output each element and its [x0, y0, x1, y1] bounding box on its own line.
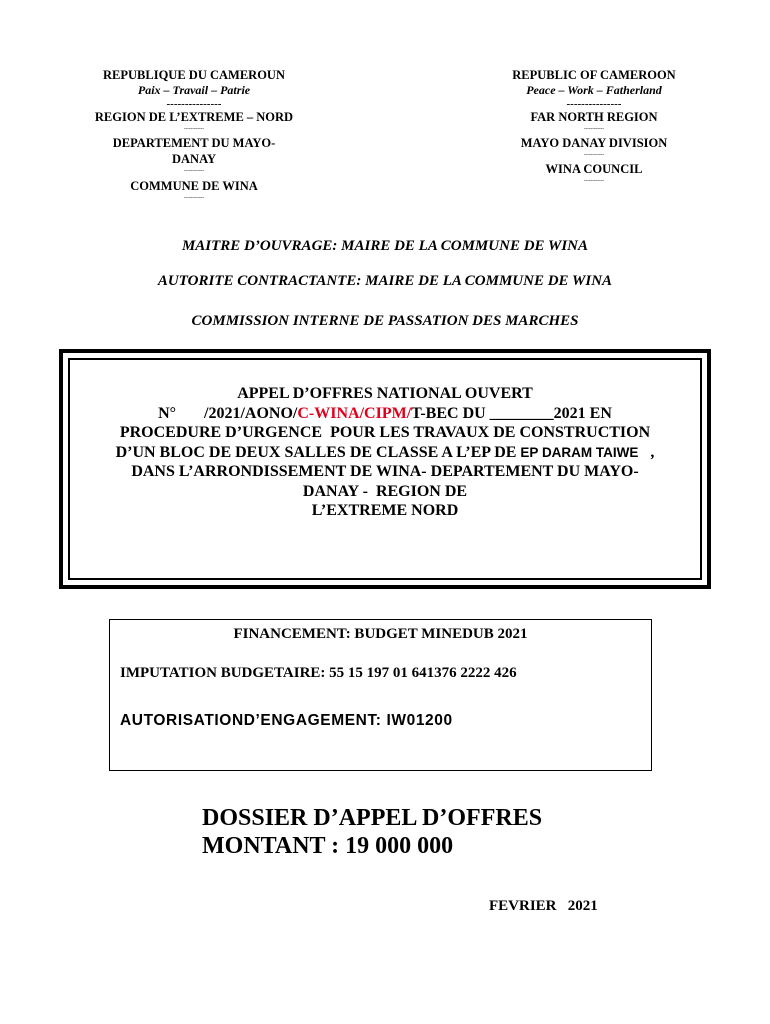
title-line5: DANS L’ARRONDISSEMENT DE WINA- DEPARTEMENT DU MAYO-	[131, 463, 639, 480]
title-block	[70, 384, 700, 521]
title-number-red: C-WINA/CIPM/	[297, 404, 412, 422]
title-frame	[59, 349, 711, 589]
title-frame-inner	[68, 358, 702, 580]
separator: ------------	[584, 127, 604, 132]
motto-fr: Paix – Travail – Patrie	[137, 83, 251, 97]
separator: ------------	[584, 153, 604, 158]
region-en: FAR NORTH REGION	[530, 110, 658, 124]
autorisation: AUTORISATIOND’ENGAGEMENT: IW01200	[120, 712, 453, 729]
montant: MONTANT : 19 000 000	[202, 833, 454, 859]
region-fr: REGION DE L’EXTREME – NORD	[94, 110, 294, 124]
document-date: FEVRIER 2021	[489, 898, 598, 914]
title-line4c: ,	[638, 443, 655, 461]
financement: FINANCEMENT: BUDGET MINEDUB 2021	[233, 626, 528, 642]
dossier-title: DOSSIER D’APPEL D’OFFRES	[202, 805, 543, 831]
separator: ------------	[184, 169, 204, 174]
title-line3: PROCEDURE D’URGENCE POUR LES TRAVAUX DE CONSTRUCTION	[119, 424, 651, 441]
title-line1: APPEL D’OFFRES NATIONAL OUVERT	[237, 385, 533, 402]
separator: ------------	[184, 127, 204, 132]
separator: ---------------	[166, 98, 222, 110]
autorite-contractante: AUTORITE CONTRACTANTE: MAIRE DE LA COMMUNE DE WINA	[157, 273, 613, 289]
country-fr: REPUBLIQUE DU CAMEROUN	[103, 68, 285, 82]
imputation: IMPUTATION BUDGETAIRE: 55 15 197 01 641376 2222 426	[120, 665, 517, 681]
title-line6: DANAY - REGION DE	[302, 482, 468, 500]
title-number-suffix: T-BEC DU ________2021 EN	[411, 404, 612, 422]
title-line7: L’EXTREME NORD	[311, 502, 459, 519]
commune-fr: COMMUNE DE WINA	[130, 179, 258, 193]
commission: COMMISSION INTERNE DE PASSATION DES MARCHES	[191, 313, 579, 329]
division-en: MAYO DANAY DIVISION	[520, 136, 668, 150]
dossier-block	[202, 804, 542, 860]
title-number-prefix: N° /2021/AONO/	[158, 404, 298, 422]
separator: ---------------	[566, 98, 622, 110]
header-left	[64, 68, 324, 204]
finance-box	[109, 619, 652, 771]
motto-en: Peace – Work – Fatherland	[526, 83, 662, 97]
separator: ------------	[584, 179, 604, 184]
school-name: EP DARAM TAIWE	[520, 444, 639, 460]
maitre-ouvrage: MAITRE D’OUVRAGE: MAIRE DE LA COMMUNE DE WINA	[181, 238, 589, 254]
title-number	[70, 404, 700, 424]
country-en: REPUBLIC OF CAMEROON	[512, 68, 676, 82]
title-line4	[70, 443, 700, 463]
council-en: WINA COUNCIL	[545, 162, 643, 176]
title-line4a: D’UN BLOC DE DEUX SALLES DE CLASSE A L’EP DE	[115, 443, 521, 461]
department-fr: DEPARTEMENT DU MAYO-DANAY	[112, 136, 276, 166]
separator: ------------	[184, 196, 204, 201]
header-right	[463, 68, 725, 187]
